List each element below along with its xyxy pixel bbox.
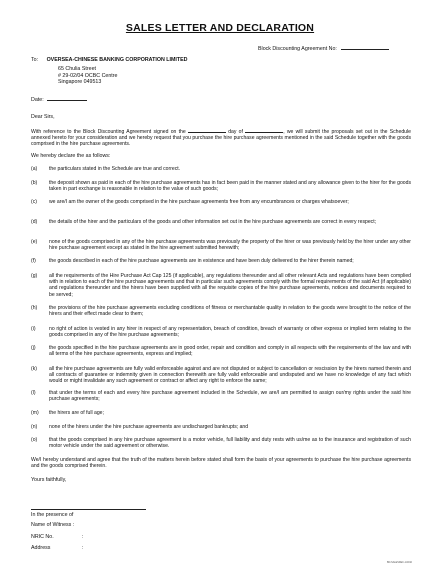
item-text: all the hire purchase agreements are fully valid enforceable against and are not disputed or subject to cancellation or rescission by the hirers named therein and all contracts of guarantee or indemnity given in connection therewith are fully valid enforceable and undisputed and we have no knowledge of any fact which would or might invalidate any such agreement or contract or affect any right to enforce the same; xyxy=(49,366,411,385)
item-label: (k) xyxy=(31,366,37,372)
item-o xyxy=(31,437,411,449)
salutation: Dear Sirs, xyxy=(31,114,55,120)
date-label: Date: xyxy=(31,97,44,103)
item-text: all the requirements of the Hire Purchase Act Cap 125 (if applicable), any regulations thereunder and all other relevant Acts and regulations have been complied with in relation to each of the hire purchase agreements and that in particular such agreements comply with the formal requirements of the said Act (if applicable) and regulations thereunder and the hirers have been supplied with all the requisite copies of the hire purchase agreements, notices and documents required to be served; xyxy=(49,273,411,298)
item-text: no right of action is vested in any hirer in respect of any representation, breach of condition, breach of warranty or other express or implied term relating to the goods comprised in any of the hire purchase agreements; xyxy=(49,326,411,339)
item-a xyxy=(31,166,411,172)
item-e xyxy=(31,239,411,251)
item-label: (d) xyxy=(31,219,38,225)
item-label: (e) xyxy=(31,239,38,245)
item-g xyxy=(31,273,411,298)
agreement-no-field xyxy=(258,44,389,52)
item-j xyxy=(31,345,411,357)
witness-address-label: Address xyxy=(31,545,51,551)
item-n xyxy=(31,424,411,430)
address-colon: : xyxy=(82,545,84,551)
item-text: the hirers are of full age; xyxy=(49,410,104,416)
witness-presence: In the presence of xyxy=(31,512,74,518)
item-d xyxy=(31,219,411,225)
item-c xyxy=(31,199,411,205)
item-label: (j) xyxy=(31,345,36,351)
item-label: (a) xyxy=(31,166,38,172)
item-text: the deposit shown as paid in each of the hire purchase agreements has in fact been paid in the manner stated and any allowance given to the hirer for the goods taken in part exchange is reasonable in relation to the value of such goods; xyxy=(49,180,411,193)
addressee-block xyxy=(31,57,331,86)
item-text: none of the goods comprised in any of the hire purchase agreements was previously the property of the hirer or was previously held by the hirer under any other hire purchase agreement except as stated in the hire agreement submitted herewith; xyxy=(49,239,411,252)
document-title: SALES LETTER AND DECLARATION xyxy=(125,22,315,34)
item-label: (i) xyxy=(31,326,36,332)
item-text: none of the hirers under the hire purchase agreements are undischarged bankrupts; and xyxy=(49,424,249,430)
agreement-no-blank xyxy=(341,44,389,50)
yours-faithfully: Yours faithfully, xyxy=(31,477,67,483)
item-label: (h) xyxy=(31,305,38,311)
bank-name: OVERSEA-CHINESE BANKING CORPORATION LIMITED xyxy=(46,57,188,63)
declare-intro: We hereby declare the as follows: xyxy=(31,153,111,159)
signature-line xyxy=(31,509,146,510)
item-text: we are/I am the owner of the goods comprised in the hire purchase agreements free from any encumbrances or charges whatsoever; xyxy=(49,199,349,205)
item-text: the goods specified in the hire purchase agreements are in good order, repair and condition and comply in all respects with the requirements of the law and with all terms of the hire purchase agreements, express and implied; xyxy=(49,345,411,358)
item-i xyxy=(31,326,411,338)
item-label: (l) xyxy=(31,390,36,396)
intro-part-2: day of xyxy=(228,129,243,135)
item-m xyxy=(31,410,411,416)
witness-name-label: Name of Witness : xyxy=(31,522,75,528)
closing-paragraph: We/I hereby understand and agree that the truth of the matters herein before stated shall form the basis of your agreements to purchase the hire purchase agreements and the goods comprised therein. xyxy=(31,457,411,470)
item-text: the goods described in each of the hire purchase agreements are in existence and have been duly delivered to the hirer therein named; xyxy=(49,258,354,264)
item-label: (o) xyxy=(31,437,38,443)
item-text: the provisions of the hire purchase agreements excluding conditions of fitness or merchantable quality in relation to the goods were brought to the notice of the hirers and their effect made clear to them; xyxy=(49,305,411,318)
footer-code: BD-SALESDEC-1/2010 xyxy=(387,561,412,564)
item-label: (n) xyxy=(31,424,38,430)
intro-blank-2 xyxy=(245,127,283,133)
item-l xyxy=(31,390,411,402)
date-blank xyxy=(47,95,87,101)
item-label: (m) xyxy=(31,410,39,416)
intro-part-1: With reference to the Block Discounting Agreement signed on the xyxy=(31,129,186,135)
date-field xyxy=(31,95,87,103)
item-b xyxy=(31,180,411,192)
intro-paragraph xyxy=(31,127,411,148)
item-text: the details of the hirer and the particulars of the goods and other information set out in the hire purchase agreements are correct in every respect; xyxy=(49,219,377,225)
address-line-3: Singapore 049513 xyxy=(58,79,102,86)
intro-blank-1 xyxy=(188,127,226,133)
agreement-no-label: Block Discounting Agreement No: xyxy=(258,46,337,52)
item-label: (b) xyxy=(31,180,38,186)
to-label: To: xyxy=(31,57,39,63)
address-line-2: # 29-02/04 OCBC Centre xyxy=(58,72,118,79)
intro-part-3: , we will submit the proposals set out in the Schedule annexed hereto for your consideration and we hereby request that you purchase the hire purchase agreements mentioned in the said Schedule together with the goods comprised in the hire purchase agreements. xyxy=(31,129,411,148)
item-label: (c) xyxy=(31,199,37,205)
nric-colon: : xyxy=(82,534,84,540)
item-label: (f) xyxy=(31,258,36,264)
item-h xyxy=(31,305,411,317)
item-k xyxy=(31,366,411,385)
address-line-1: 65 Chulia Street xyxy=(58,66,96,73)
item-text: the particulars stated in the Schedule are true and correct. xyxy=(49,166,181,172)
item-label: (g) xyxy=(31,273,38,279)
witness-nric-label: NRIC No. xyxy=(31,534,54,540)
item-text: that under the terms of each and every hire purchase agreement included in the Schedule, we are/I am permitted to assign our/my rights under the said hire purchase agreements; xyxy=(49,390,411,403)
item-text: that the goods comprised in any hire purchase agreement is a motor vehicle, full liability and duty rests with us/me as to the insurance and registration of such motor vehicle under the said agreement or otherwise. xyxy=(49,437,411,450)
item-f xyxy=(31,258,411,264)
